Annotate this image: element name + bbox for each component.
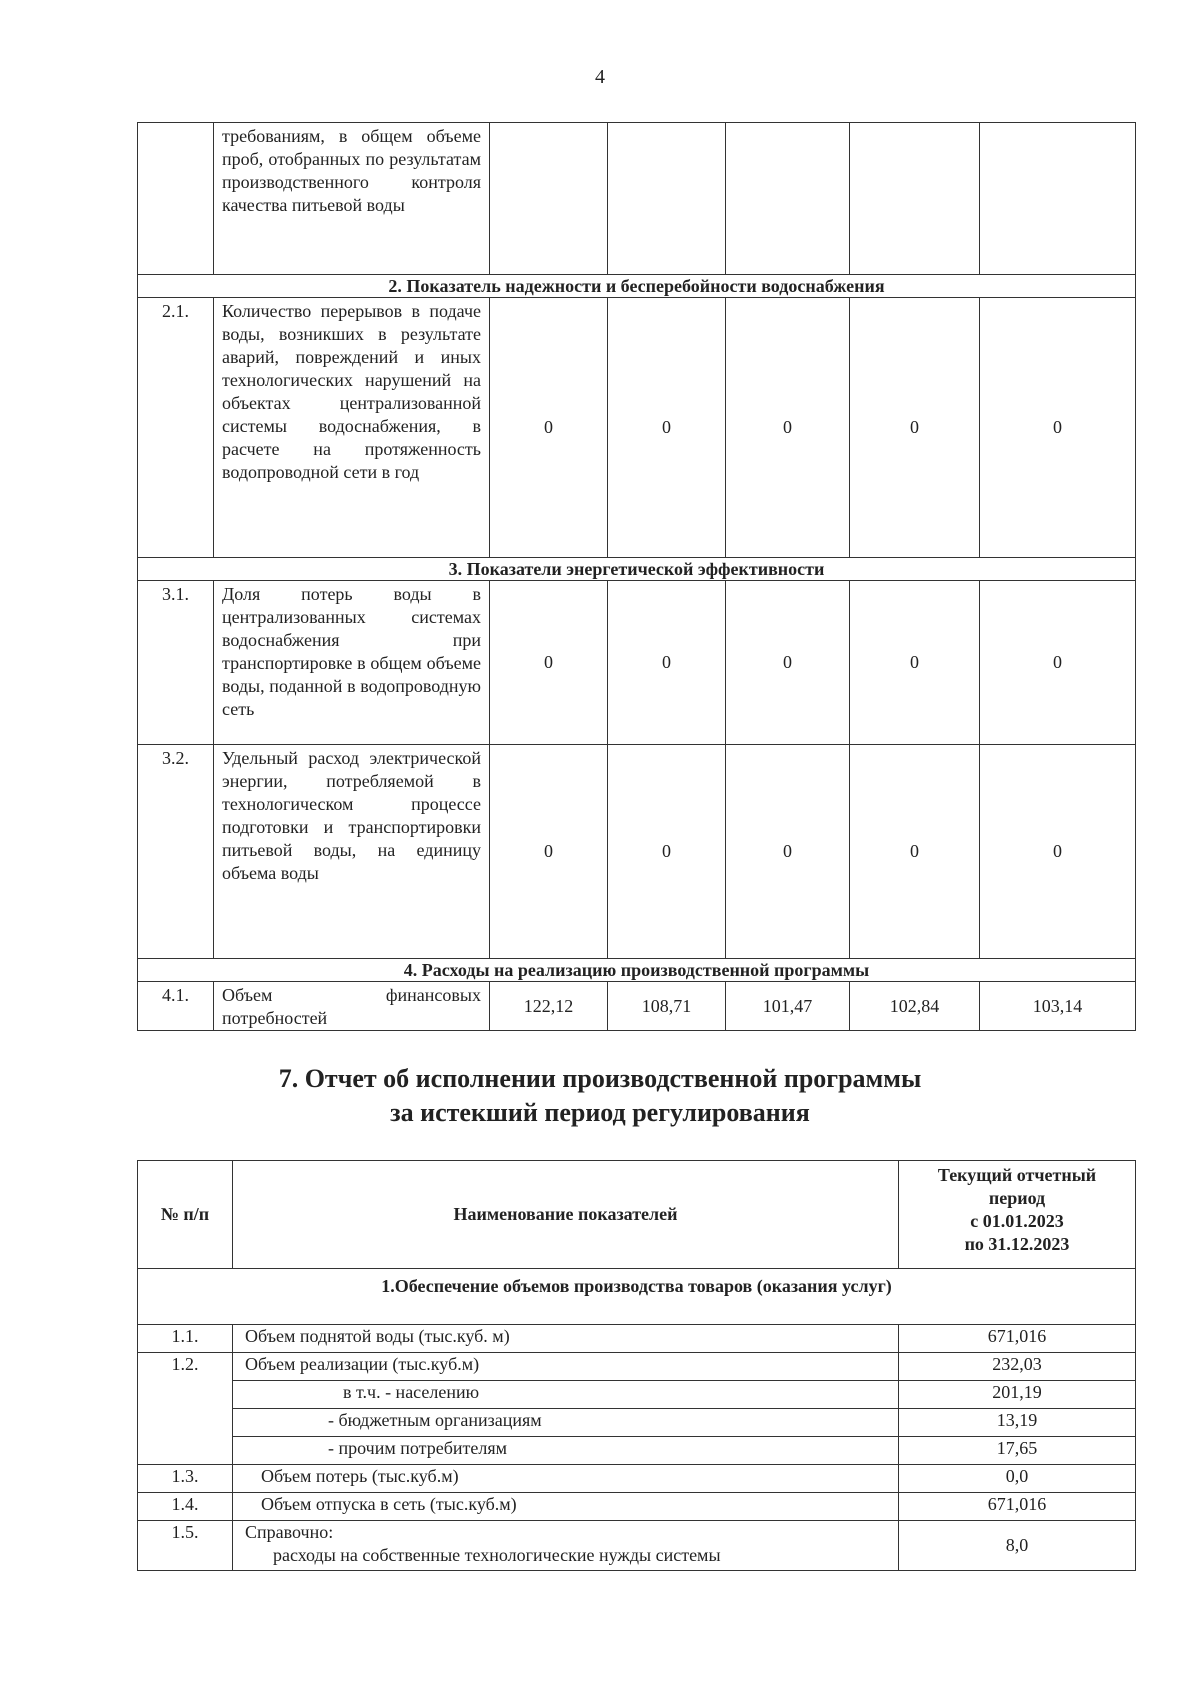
value-cell: 671,016 — [899, 1325, 1136, 1353]
table-row — [138, 1409, 1136, 1437]
header-period: Текущий отчетный период с 01.01.2023 по 31.12.2023 — [899, 1161, 1136, 1269]
row-number: 2.1. — [138, 298, 214, 558]
indicator-name: Объем отпуска в сеть (тыс.куб.м) — [233, 1493, 899, 1521]
indicator-name: Объем поднятой воды (тыс.куб. м) — [233, 1325, 899, 1353]
report-title-line2: за истекший период регулирования — [390, 1098, 810, 1127]
report-title — [0, 1062, 1200, 1130]
report-table — [137, 1160, 1136, 1571]
value-cell: 0 — [490, 581, 608, 745]
indicator-name: требованиям, в общем объеме проб, отобранных по результатам производственного контроля качества питьевой воды — [214, 123, 490, 275]
row-number — [138, 123, 214, 275]
section-row — [138, 275, 1136, 298]
indicator-name: Удельный расход электрической энергии, потребляемой в технологическом процессе подготовки и транспортировки питьевой воды, на единицу объема воды — [214, 745, 490, 959]
indicator-name: Объем реализации (тыс.куб.м) — [233, 1353, 899, 1381]
row-number: 1.4. — [138, 1493, 233, 1521]
row-number: 1.2. — [138, 1353, 233, 1465]
table-row — [138, 1353, 1136, 1381]
indicator-name: Доля потерь воды в централизованных системах водоснабжения при транспортировке в общем объеме воды, поданной в водопроводную сеть — [214, 581, 490, 745]
header-num: № п/п — [138, 1161, 233, 1269]
value-cell: 108,71 — [608, 982, 726, 1031]
section-row — [138, 959, 1136, 982]
indicator-name: Количество перерывов в подаче воды, возникших в результате аварий, повреждений и иных технологических нарушений на объектах централизованной системы водоснабжения, в расчете на протяженность водопроводной сети в год — [214, 298, 490, 558]
indicators-table — [137, 122, 1136, 1031]
row-number: 3.1. — [138, 581, 214, 745]
indicator-name: в т.ч. - населению — [233, 1381, 899, 1409]
value-cell: 0 — [608, 298, 726, 558]
indicator-name: - прочим потребителям — [233, 1437, 899, 1465]
table-row — [138, 1493, 1136, 1521]
indicator-name: Объем потерь (тыс.куб.м) — [233, 1465, 899, 1493]
value-cell: 122,12 — [490, 982, 608, 1031]
value-cell: 13,19 — [899, 1409, 1136, 1437]
table-row — [138, 1325, 1136, 1353]
indicator-name: - бюджетным организациям — [233, 1409, 899, 1437]
indicator-name — [233, 1521, 899, 1571]
table-row — [138, 745, 1136, 959]
value-cell: 0 — [608, 745, 726, 959]
table-row — [138, 123, 1136, 275]
value-cell: 0 — [490, 745, 608, 959]
table-row — [138, 581, 1136, 745]
table-row — [138, 1381, 1136, 1409]
value-cell: 103,14 — [980, 982, 1136, 1031]
header-row — [138, 1161, 1136, 1269]
table-row — [138, 982, 1136, 1031]
header-name: Наименование показателей — [233, 1161, 899, 1269]
value-cell: 8,0 — [899, 1521, 1136, 1571]
value-cell: 0 — [608, 581, 726, 745]
row-number: 1.1. — [138, 1325, 233, 1353]
value-cell: 102,84 — [850, 982, 980, 1031]
value-cell: 101,47 — [726, 982, 850, 1031]
note-label: Справочно: — [245, 1522, 334, 1542]
row-number: 1.3. — [138, 1465, 233, 1493]
report-title-line1: 7. Отчет об исполнении производственной программы — [278, 1064, 922, 1093]
value-cell: 0 — [726, 581, 850, 745]
value-cell: 0 — [980, 298, 1136, 558]
section-row — [138, 558, 1136, 581]
section-row — [138, 1269, 1136, 1325]
section-title: 1.Обеспечение объемов производства товаров (оказания услуг) — [138, 1269, 1136, 1325]
indicator-name: Объем финансовых потребностей — [214, 982, 490, 1031]
value-cell: 17,65 — [899, 1437, 1136, 1465]
table-row — [138, 1521, 1136, 1571]
value-cell: 0 — [850, 581, 980, 745]
value-cell: 0 — [980, 581, 1136, 745]
value-cell: 201,19 — [899, 1381, 1136, 1409]
page-number: 4 — [595, 66, 605, 88]
value-cell: 0,0 — [899, 1465, 1136, 1493]
section-title: 3. Показатели энергетической эффективности — [138, 558, 1136, 581]
value-cell: 0 — [490, 298, 608, 558]
value-cell: 0 — [726, 745, 850, 959]
row-number: 4.1. — [138, 982, 214, 1031]
value-cell: 0 — [726, 298, 850, 558]
section-title: 4. Расходы на реализацию производственной программы — [138, 959, 1136, 982]
table-row — [138, 1437, 1136, 1465]
value-cell: 0 — [850, 298, 980, 558]
section-title: 2. Показатель надежности и бесперебойности водоснабжения — [138, 275, 1136, 298]
value-cell: 0 — [850, 745, 980, 959]
table-row — [138, 1465, 1136, 1493]
row-number: 1.5. — [138, 1521, 233, 1571]
value-cell: 671,016 — [899, 1493, 1136, 1521]
row-number: 3.2. — [138, 745, 214, 959]
value-cell: 232,03 — [899, 1353, 1136, 1381]
note-text: расходы на собственные технологические нужды системы — [273, 1545, 721, 1565]
table-row — [138, 298, 1136, 558]
value-cell: 0 — [980, 745, 1136, 959]
